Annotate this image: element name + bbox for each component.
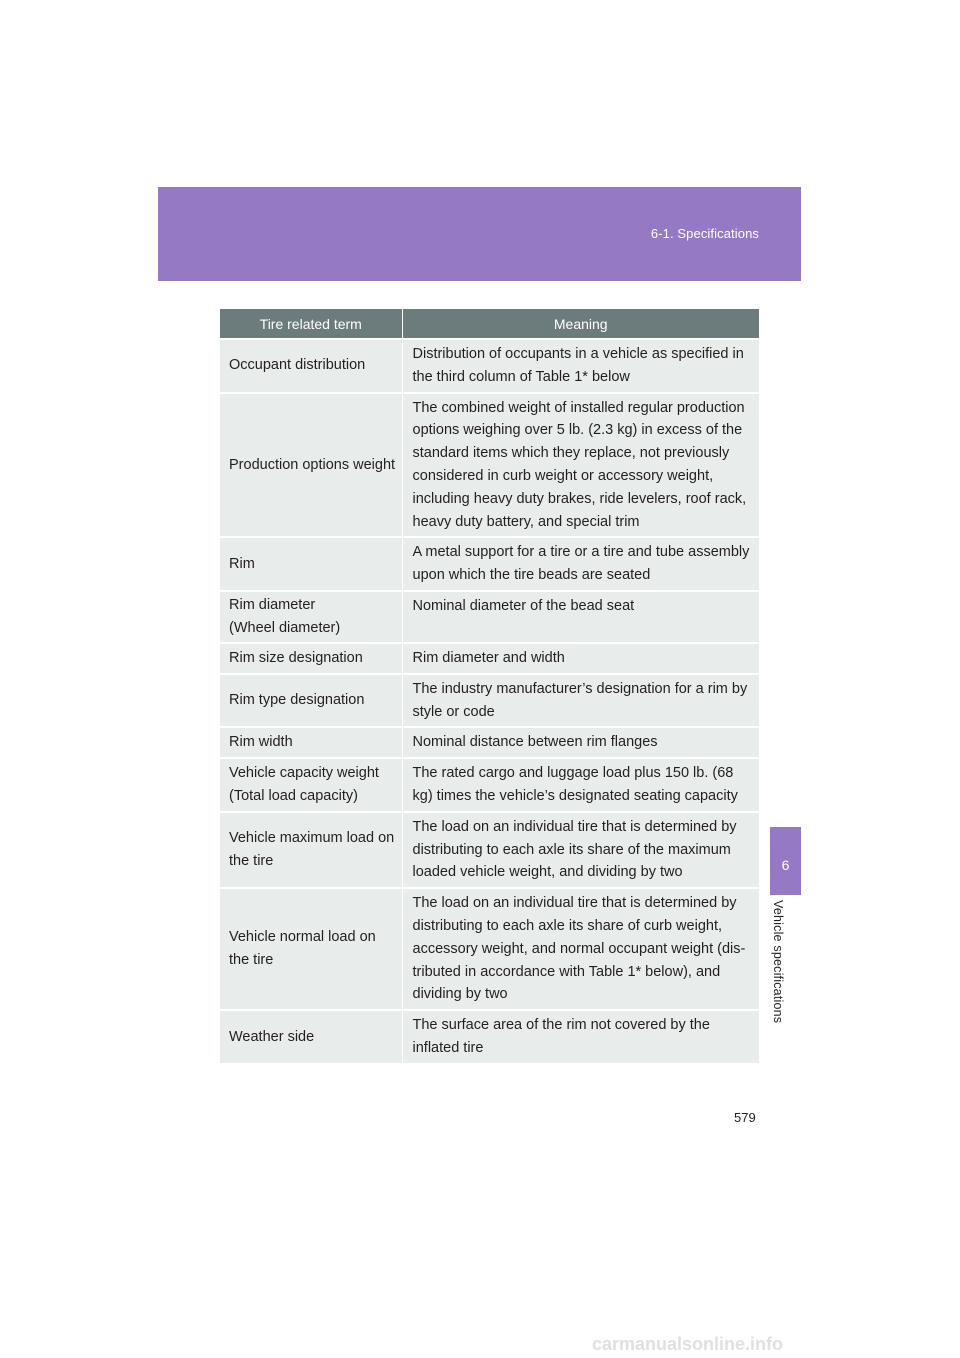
meaning-text: A metal support for a tire or a tire and tube assembly xyxy=(412,544,750,561)
term-text: Rim type designation xyxy=(229,692,365,709)
tire-terms-table xyxy=(220,309,759,1063)
table-row xyxy=(220,339,759,393)
meaning-text: inflated tire xyxy=(412,1039,484,1056)
table-row xyxy=(220,727,759,758)
meaning-text: The load on an individual tire that is determined by xyxy=(412,818,737,835)
table-header-row xyxy=(220,309,759,339)
meaning-text: The load on an individual tire that is determined by xyxy=(412,895,737,912)
term-cell xyxy=(220,674,402,728)
term-text: Production options weight xyxy=(229,456,396,473)
meaning-text: The surface area of the rim not covered by the xyxy=(412,1017,710,1034)
meaning-cell xyxy=(402,812,759,888)
term-cell xyxy=(220,812,402,888)
meaning-text: Nominal distance between rim flanges xyxy=(412,734,658,751)
table-row xyxy=(220,591,759,643)
column-header-term: Tire related term xyxy=(220,309,402,339)
meaning-cell xyxy=(402,758,759,812)
watermark-text: carmanualsonline.info xyxy=(592,1334,784,1354)
term-text: Rim xyxy=(229,555,255,572)
meaning-text: style or code xyxy=(412,703,495,720)
meaning-text: the third column of Table 1* below xyxy=(412,368,630,385)
meaning-cell xyxy=(402,1010,759,1063)
meaning-text: accessory weight, and normal occupant weight (dis- xyxy=(412,940,746,957)
term-cell xyxy=(220,888,402,1010)
page-number: 579 xyxy=(734,1110,756,1125)
term-cell xyxy=(220,591,402,643)
chapter-tab xyxy=(770,827,801,895)
meaning-cell xyxy=(402,643,759,674)
table-row xyxy=(220,1010,759,1063)
meaning-text: The rated cargo and luggage load plus 150 lb. (68 xyxy=(412,765,734,782)
meaning-text: Nominal diameter of the bead seat xyxy=(412,597,635,614)
table-body xyxy=(220,339,759,1063)
meaning-text: options weighing over 5 lb. (2.3 kg) in excess of the xyxy=(412,422,743,439)
meaning-cell xyxy=(402,591,759,643)
term-text: Vehicle maximum load on the tire xyxy=(229,830,395,869)
meaning-cell xyxy=(402,888,759,1010)
term-text: (Wheel diameter) xyxy=(229,619,341,636)
meaning-text: Rim diameter and width xyxy=(412,649,565,666)
term-cell xyxy=(220,393,402,538)
chapter-number: 6 xyxy=(781,857,790,873)
term-cell xyxy=(220,537,402,591)
meaning-cell xyxy=(402,339,759,393)
term-cell xyxy=(220,727,402,758)
meaning-text: dividing by two xyxy=(412,986,508,1003)
term-text: Vehicle normal load on the tire xyxy=(229,929,376,969)
table-row xyxy=(220,758,759,812)
table-row xyxy=(220,643,759,674)
meaning-text: kg) times the vehicle’s designated seating capacity xyxy=(412,787,738,804)
term-text: Rim size designation xyxy=(229,649,363,666)
column-header-meaning: Meaning xyxy=(402,309,759,339)
meaning-text: heavy duty battery, and special trim xyxy=(412,513,640,530)
meaning-cell xyxy=(402,674,759,728)
term-text: Occupant distribution xyxy=(229,357,366,374)
chapter-header-bar xyxy=(158,187,801,281)
meaning-text: distributing to each axle its share of curb weight, xyxy=(412,917,722,934)
meaning-text: considered in curb weight or accessory weight, xyxy=(412,467,714,484)
term-text: Rim diameter xyxy=(229,597,316,614)
meaning-text: The combined weight of installed regular production xyxy=(412,399,745,416)
table-row xyxy=(220,393,759,538)
meaning-text: including heavy duty brakes, ride levelers, roof rack, xyxy=(412,490,747,507)
meaning-text: tributed in accordance with Table 1* below), and xyxy=(412,963,721,980)
term-text: Rim width xyxy=(229,734,293,751)
section-title: 6-1. Specifications xyxy=(650,226,759,241)
meaning-cell xyxy=(402,393,759,538)
meaning-text: standard items which they replace, not previously xyxy=(412,445,730,462)
meaning-text: distributing to each axle its share of the maximum xyxy=(412,841,731,858)
term-cell xyxy=(220,1010,402,1063)
term-cell xyxy=(220,643,402,674)
meaning-text: upon which the tire beads are seated xyxy=(412,567,651,584)
meaning-cell xyxy=(402,727,759,758)
term-cell xyxy=(220,758,402,812)
table-row xyxy=(220,888,759,1010)
table-row xyxy=(220,812,759,888)
table-row xyxy=(220,537,759,591)
term-text: Weather side xyxy=(229,1028,315,1045)
meaning-text: The industry manufacturer’s designation for a rim by xyxy=(412,680,748,697)
meaning-text: loaded vehicle weight, and dividing by two xyxy=(412,864,683,881)
term-text: Vehicle capacity weight xyxy=(229,765,379,782)
table-row xyxy=(220,674,759,728)
term-text: (Total load capacity) xyxy=(229,787,358,804)
meaning-cell xyxy=(402,537,759,591)
term-cell xyxy=(220,339,402,393)
meaning-text: Distribution of occupants in a vehicle as specified in xyxy=(412,346,744,362)
chapter-label: Vehicle specifications xyxy=(771,900,785,1024)
